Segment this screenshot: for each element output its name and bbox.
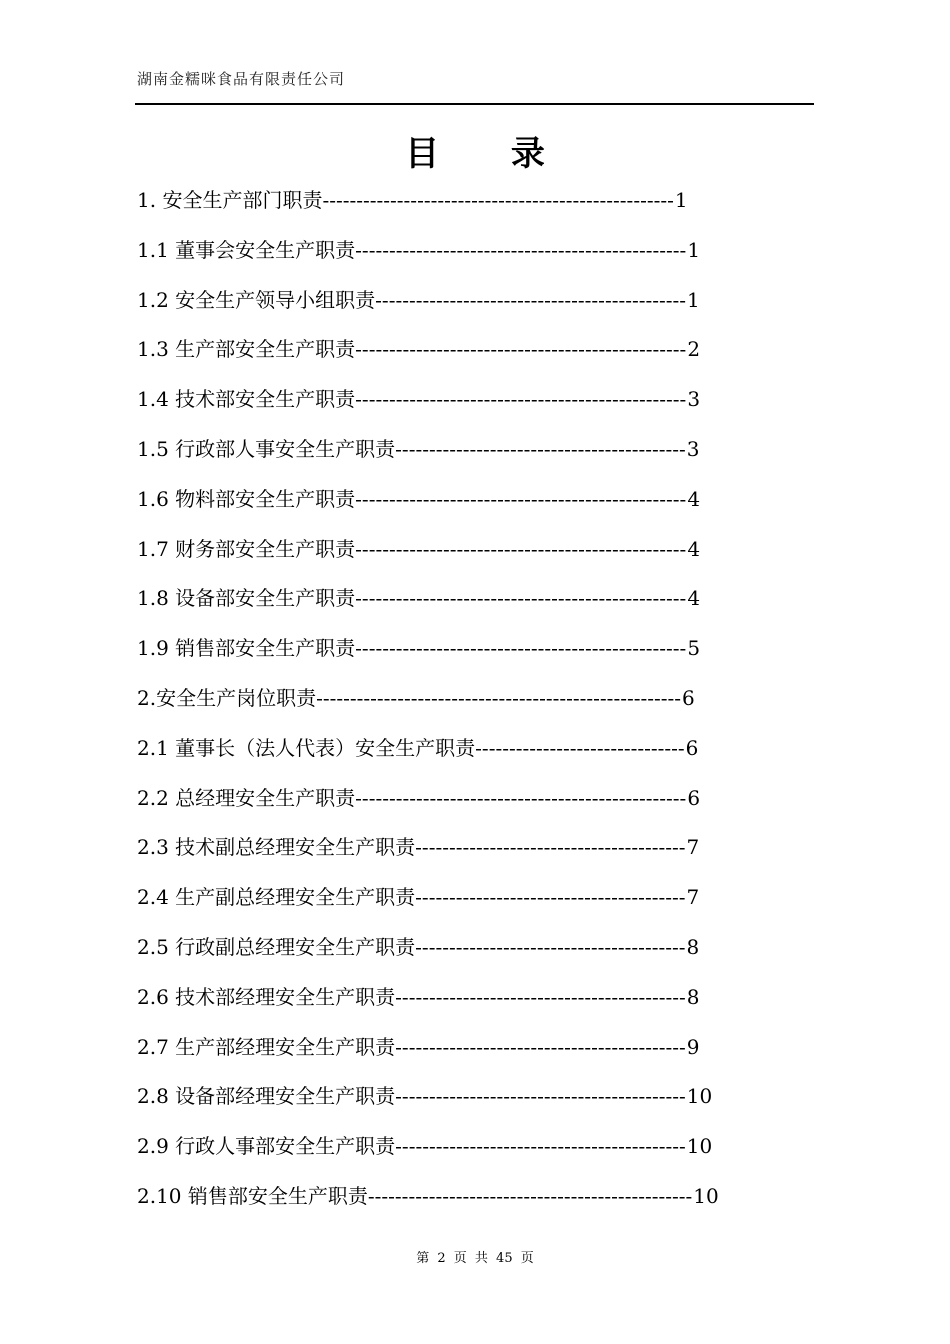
toc-entry-label: 2.9 行政人事部安全生产职责 xyxy=(137,1134,396,1159)
table-of-contents xyxy=(137,182,777,1228)
toc-entry-label: 1.5 行政部人事安全生产职责 xyxy=(137,436,396,461)
toc-leader: ------------------------------------------------- xyxy=(355,785,687,810)
toc-entry[interactable] xyxy=(137,531,777,581)
toc-page-number: 6 xyxy=(687,785,701,810)
toc-entry-label: 1.3 生产部安全生产职责 xyxy=(137,337,356,362)
toc-entry[interactable] xyxy=(137,929,777,979)
toc-page-number: 1 xyxy=(674,188,688,212)
toc-entry-label: 2.安全生产岗位职责 xyxy=(137,685,317,710)
toc-entry[interactable] xyxy=(137,481,777,531)
toc-entry[interactable] xyxy=(137,630,777,680)
toc-leader: ------------------------------------------------------ xyxy=(316,685,682,710)
toc-page-number: 4 xyxy=(687,586,701,611)
footer-page-number: 第 2 页 共 45 页 xyxy=(416,1251,534,1266)
toc-page-number: 4 xyxy=(687,536,701,561)
toc-entry-label: 2.4 生产副总经理安全生产职责 xyxy=(137,885,416,910)
toc-leader: ------------------------------------------- xyxy=(395,1134,686,1159)
toc-entry[interactable] xyxy=(137,1128,777,1178)
toc-page-number: 9 xyxy=(686,1034,700,1059)
toc-entry[interactable] xyxy=(137,381,777,431)
toc-entry[interactable] xyxy=(137,580,777,630)
toc-entry-label: 1.1 董事会安全生产职责 xyxy=(137,237,356,262)
toc-entry-label: 1.4 技术部安全生产职责 xyxy=(137,387,356,412)
toc-entry[interactable] xyxy=(137,1078,777,1128)
toc-leader: ---------------------------------------------------- xyxy=(322,188,674,212)
toc-entry-label: 2.6 技术部经理安全生产职责 xyxy=(137,984,396,1009)
toc-leader: ---------------------------------------------- xyxy=(375,287,687,312)
toc-leader: ---------------------------------------- xyxy=(415,885,686,910)
toc-entry-label: 2.2 总经理安全生产职责 xyxy=(137,785,356,810)
toc-leader: ---------------------------------------- xyxy=(415,934,686,959)
toc-entry-label: 1.8 设备部安全生产职责 xyxy=(137,586,356,611)
toc-entry[interactable] xyxy=(137,730,777,780)
toc-entry-label: 2.10 销售部安全生产职责 xyxy=(137,1183,368,1208)
toc-leader: ------------------------------------------------- xyxy=(355,237,687,262)
toc-leader: ------------------------------------------------- xyxy=(355,337,687,362)
toc-entry[interactable] xyxy=(137,979,777,1029)
toc-page-number: 10 xyxy=(686,1134,713,1159)
toc-entry[interactable] xyxy=(137,829,777,879)
toc-page-number: 7 xyxy=(686,885,700,910)
toc-leader: ------------------------------------------- xyxy=(395,1034,686,1059)
toc-page-number: 6 xyxy=(682,685,695,710)
toc-entry[interactable] xyxy=(137,879,777,929)
toc-entry-label: 1.9 销售部安全生产职责 xyxy=(137,636,356,661)
toc-title: 目 录 xyxy=(405,134,545,174)
toc-entry-label: 2.8 设备部经理安全生产职责 xyxy=(137,1084,396,1109)
toc-leader: ------------------------------------------- xyxy=(395,984,686,1009)
toc-page-number: 5 xyxy=(687,636,701,661)
toc-page-number: 6 xyxy=(685,735,699,760)
toc-leader: ------------------------------------------------- xyxy=(355,536,687,561)
toc-entry-label: 2.5 行政副总经理安全生产职责 xyxy=(137,934,416,959)
toc-entry-label: 2.1 董事长（法人代表）安全生产职责 xyxy=(137,735,476,760)
toc-entry[interactable] xyxy=(137,680,777,730)
toc-page-number: 3 xyxy=(687,387,701,412)
toc-entry[interactable] xyxy=(137,331,777,381)
toc-entry-label: 1.2 安全生产领导小组职责 xyxy=(137,287,376,312)
toc-entry[interactable] xyxy=(137,1029,777,1079)
toc-leader: ------------------------------------------------ xyxy=(367,1183,693,1208)
toc-leader: ------------------------------------------- xyxy=(395,436,686,461)
toc-page-number: 1 xyxy=(687,287,700,312)
toc-entry-label: 1.7 财务部安全生产职责 xyxy=(137,536,356,561)
toc-page-number: 8 xyxy=(686,934,700,959)
toc-entry[interactable] xyxy=(137,232,777,282)
toc-entry-label: 2.7 生产部经理安全生产职责 xyxy=(137,1034,396,1059)
toc-leader: ------------------------------- xyxy=(475,735,685,760)
toc-entry-label: 1.6 物料部安全生产职责 xyxy=(137,486,356,511)
toc-entry-label: 1. 安全生产部门职责 xyxy=(137,188,323,212)
toc-page-number: 2 xyxy=(687,337,701,362)
toc-page-number: 8 xyxy=(686,984,700,1009)
toc-entry[interactable] xyxy=(137,182,777,232)
toc-page-number: 3 xyxy=(686,436,700,461)
toc-leader: ------------------------------------------------- xyxy=(355,586,687,611)
toc-leader: ------------------------------------------------- xyxy=(355,387,687,412)
toc-entry[interactable] xyxy=(137,780,777,830)
toc-entry[interactable] xyxy=(137,431,777,481)
header-company-name: 湖南金糯咪食品有限责任公司 xyxy=(137,70,346,88)
toc-leader: ------------------------------------------------- xyxy=(355,636,687,661)
toc-entry[interactable] xyxy=(137,1178,777,1228)
toc-page-number: 10 xyxy=(693,1183,719,1208)
toc-leader: ---------------------------------------- xyxy=(415,835,686,860)
header-divider xyxy=(135,103,814,105)
toc-entry-label: 2.3 技术副总经理安全生产职责 xyxy=(137,835,416,860)
toc-page-number: 1 xyxy=(687,237,701,262)
toc-leader: ------------------------------------------- xyxy=(395,1084,686,1109)
toc-entry[interactable] xyxy=(137,282,777,332)
toc-page-number: 4 xyxy=(687,486,701,511)
toc-leader: ------------------------------------------------- xyxy=(355,486,687,511)
toc-page-number: 7 xyxy=(686,835,700,860)
toc-page-number: 10 xyxy=(686,1084,713,1109)
